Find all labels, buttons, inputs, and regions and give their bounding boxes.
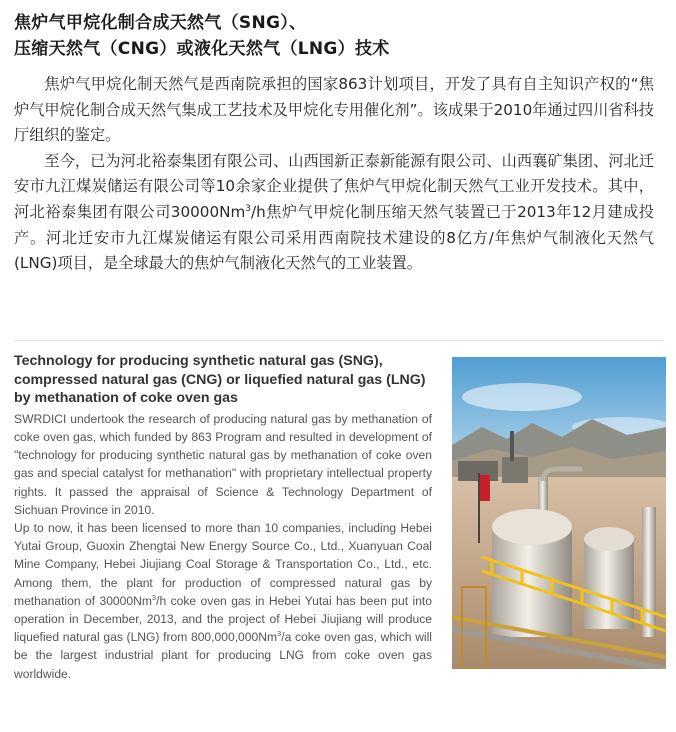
chinese-title [14, 10, 654, 62]
english-paragraph-1: SWRDICI undertook the research of producing natural gas by methanation of coke oven gas, which funded by 863 Program and resulted in development of "technology for producing synthetic natural gas by methanation of coke oven gas and special catalyst for methanation" with proprietary intellectual property rights. It passed the appraisal of Science & Technology Department of Sichuan Province in 2010. [14, 411, 432, 517]
chinese-paragraph-2-part-b: /h焦炉气甲烷化制压缩天然气装置已于2013年12月建成投产。河北迁安市九江煤炭储运有限公司采用西南院技术建设的8亿方/年焦炉气制液化天然气(LNG)项目，是全球最大的焦炉气制液化天然气的工业装置。 [14, 202, 654, 273]
cloud [462, 383, 582, 411]
storage-tank-small [584, 539, 634, 629]
english-paragraph-2 [14, 519, 432, 683]
english-paragraph-2-part-c: /a coke oven gas, which will be the largest industrial plant for producing LNG from coke oven gas worldwide. [14, 630, 432, 681]
superscript: 3 [245, 203, 251, 214]
english-paragraph-2-part-a: Up to now, it has been licensed to more than 10 companies, including Hebei Yutai Group, Guoxin Zhengtai New Energy Source Co., Ltd., Xuanyuan Coal Mine Company, Hebei Jiujiang Coal Storage & Transportation Co., Ltd., etc. Among them, the plant for production of compressed natural gas by methanation of 30000Nm [14, 521, 432, 608]
chinese-title-line-1: 焦炉气甲烷化制合成天然气（SNG）、 [14, 13, 307, 33]
red-flag [480, 475, 490, 501]
right-tower [642, 507, 656, 637]
chimney [510, 431, 514, 461]
tank-dome [492, 509, 572, 545]
section-divider [14, 340, 664, 341]
chinese-title-line-2: 压缩天然气（CNG）或液化天然气（LNG）技术 [14, 39, 390, 59]
english-section [14, 352, 432, 683]
chinese-body [14, 72, 654, 277]
chinese-paragraph-2 [14, 149, 654, 277]
english-body [14, 410, 432, 683]
plant-photo-illustration [452, 357, 666, 669]
chinese-paragraph-2-part-a: 至今，已为河北裕泰集团有限公司、山西国新正泰新能源有限公司、山西襄矿集团、河北迁安市九江煤炭储运有限公司等10余家企业提供了焦炉气甲烷化制天然气工业开发技术。其中，河北裕泰集团有限公司30000Nm [14, 151, 654, 221]
distant-building [502, 457, 528, 483]
flag-pole [478, 473, 480, 543]
english-title: Technology for producing synthetic natural gas (SNG), compressed natural gas (CNG) or liquefied natural gas (LNG) by methanation of coke oven gas [14, 353, 426, 407]
english-paragraph-2-part-b: /h coke oven gas in Hebei Yutai has been put into operation in December, 2013, and the project of Hebei Jiujiang will produce liquefied natural gas (LNG) from 800,000,000Nm [14, 593, 432, 645]
chinese-paragraph-1: 焦炉气甲烷化制天然气是西南院承担的国家863计划项目，开发了具有自主知识产权的“焦炉气甲烷化制合成天然气集成工艺技术及甲烷化专用催化剂”。该成果于2010年通过四川省科技厅组织的鉴定。 [14, 75, 654, 145]
superscript: 3 [277, 629, 282, 639]
superscript: 3 [151, 592, 157, 602]
plant-photo [452, 357, 666, 669]
tank-dome [584, 527, 634, 551]
